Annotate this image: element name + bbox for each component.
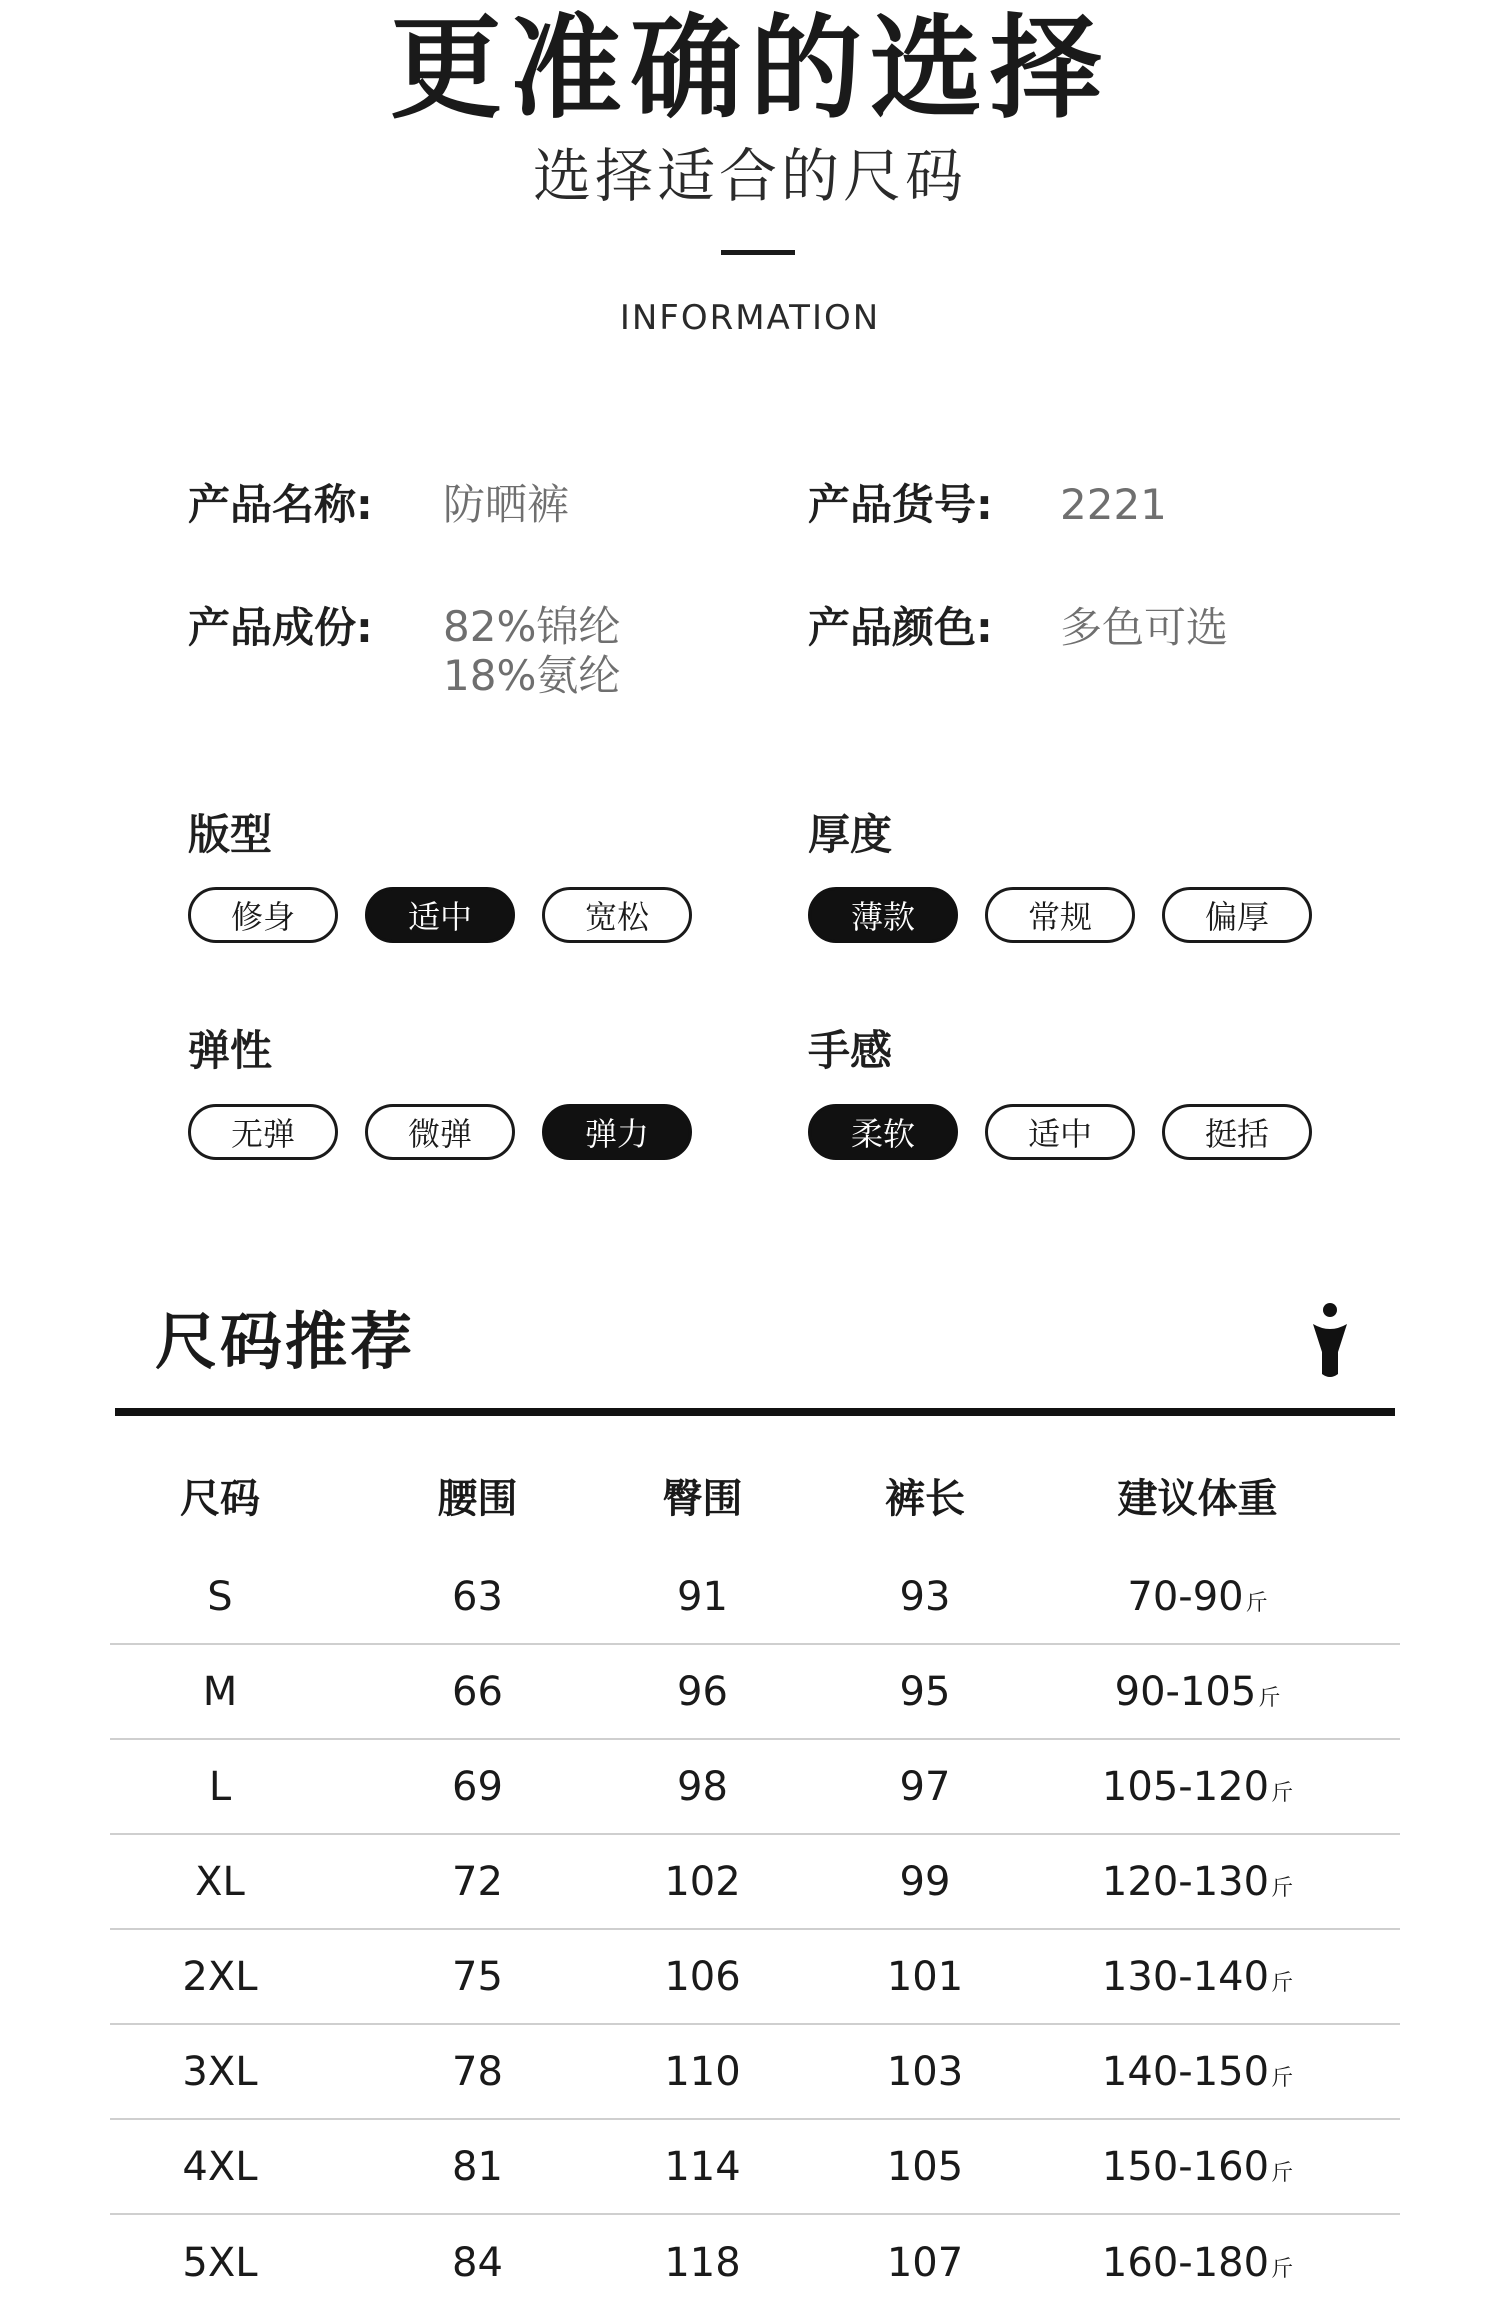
fit-group-title: 版型 <box>188 810 273 859</box>
fit-option: 修身 <box>188 887 338 943</box>
length-cell: 101 <box>886 1953 964 2000</box>
waist-cell: 81 <box>452 2143 503 2190</box>
table-row <box>110 2025 1400 2120</box>
weight-cell <box>1035 1574 1360 1620</box>
information-label: INFORMATION <box>619 298 881 338</box>
waist-cell: 63 <box>452 1573 503 1620</box>
waist-cell: 84 <box>452 2239 503 2286</box>
hip-cell: 106 <box>664 1953 741 2000</box>
weight-unit: 斤 <box>1271 1780 1294 1806</box>
hand-feel-options <box>808 1104 1312 1160</box>
table-header <box>110 1440 1400 1550</box>
column-header: 裤长 <box>885 1475 965 1522</box>
section-rule <box>115 1408 1395 1416</box>
weight-range: 120-130 <box>1101 1858 1270 1905</box>
column-header: 腰围 <box>437 1475 518 1522</box>
title-divider <box>721 250 795 255</box>
elasticity-option: 无弹 <box>188 1104 338 1160</box>
weight-cell <box>1035 1764 1360 1810</box>
elasticity-options <box>188 1104 692 1160</box>
table-row <box>110 1835 1400 1930</box>
weight-range: 130-140 <box>1101 1953 1270 2000</box>
product-code-value: 2221 <box>1060 480 1167 529</box>
product-composition-label: 产品成份: <box>188 603 373 652</box>
length-cell: 107 <box>886 2239 964 2286</box>
length-cell: 97 <box>899 1763 951 1810</box>
product-code-label: 产品货号: <box>808 480 993 529</box>
thickness-group-title: 厚度 <box>808 810 893 859</box>
elasticity-group-title: 弹性 <box>188 1026 273 1075</box>
elasticity-option: 弹力 <box>542 1104 692 1160</box>
weight-range: 90-105 <box>1114 1668 1257 1715</box>
column-header: 臀围 <box>662 1475 743 1522</box>
table-row <box>110 1930 1400 2025</box>
page-title: 更准确的选择 <box>390 4 1110 134</box>
column-header: 建议体重 <box>1117 1475 1278 1522</box>
table-row <box>110 1740 1400 1835</box>
weight-cell <box>1035 2049 1360 2095</box>
weight-unit: 斤 <box>1245 1590 1268 1616</box>
weight-unit: 斤 <box>1271 2256 1294 2282</box>
hand-feel-option: 柔软 <box>808 1104 958 1160</box>
length-cell: 93 <box>899 1573 951 1620</box>
weight-cell <box>1035 1859 1360 1905</box>
elasticity-option: 微弹 <box>365 1104 515 1160</box>
weight-unit: 斤 <box>1271 2160 1294 2186</box>
weight-range: 150-160 <box>1101 2143 1270 2190</box>
waist-cell: 75 <box>452 1953 503 2000</box>
length-cell: 105 <box>886 2143 964 2190</box>
length-cell: 95 <box>899 1668 951 1715</box>
table-row <box>110 2215 1400 2310</box>
table-row <box>110 1550 1400 1645</box>
size-cell: M <box>202 1668 238 1715</box>
product-color-label: 产品颜色: <box>808 603 993 652</box>
weight-cell <box>1035 1669 1360 1715</box>
table-row <box>110 1645 1400 1740</box>
composition-line: 82%锦纶 <box>443 602 621 651</box>
size-cell: S <box>207 1573 233 1620</box>
weight-unit: 斤 <box>1258 1685 1281 1711</box>
weight-cell <box>1035 2144 1360 2190</box>
size-cell: L <box>208 1763 232 1810</box>
hip-cell: 110 <box>664 2048 741 2095</box>
size-cell: XL <box>195 1858 245 1905</box>
weight-unit: 斤 <box>1271 1875 1294 1901</box>
fit-options <box>188 887 692 943</box>
size-table <box>110 1440 1400 2310</box>
size-cell: 4XL <box>182 2143 258 2190</box>
hip-cell: 91 <box>677 1573 728 1620</box>
waist-cell: 78 <box>452 2048 503 2095</box>
hand-feel-option: 适中 <box>985 1104 1135 1160</box>
weight-unit: 斤 <box>1271 2065 1294 2091</box>
hip-cell: 114 <box>664 2143 741 2190</box>
hip-cell: 118 <box>664 2239 741 2286</box>
size-cell: 5XL <box>182 2239 258 2286</box>
waist-cell: 69 <box>452 1763 503 1810</box>
hip-cell: 98 <box>677 1763 728 1810</box>
size-recommendation-heading: 尺码推荐 <box>155 1305 416 1378</box>
waist-cell: 72 <box>452 1858 503 1905</box>
thickness-option: 常规 <box>985 887 1135 943</box>
length-cell: 99 <box>899 1858 951 1905</box>
weight-range: 160-180 <box>1101 2239 1270 2286</box>
hip-cell: 96 <box>677 1668 728 1715</box>
product-name-value: 防晒裤 <box>443 480 570 529</box>
page-subtitle: 选择适合的尺码 <box>532 142 967 210</box>
weight-unit: 斤 <box>1271 1970 1294 1996</box>
product-name-label: 产品名称: <box>188 480 373 529</box>
fit-option: 适中 <box>365 887 515 943</box>
fit-option: 宽松 <box>542 887 692 943</box>
product-composition-value <box>443 603 620 700</box>
table-row <box>110 2120 1400 2215</box>
composition-line: 18%氨纶 <box>443 650 621 700</box>
weight-range: 70-90 <box>1127 1573 1244 1620</box>
size-cell: 2XL <box>182 1953 258 2000</box>
size-cell: 3XL <box>182 2048 258 2095</box>
column-header: 尺码 <box>180 1475 260 1522</box>
weight-cell <box>1035 1954 1360 2000</box>
hip-cell: 102 <box>664 1858 741 1905</box>
weight-cell <box>1035 2240 1360 2286</box>
thickness-option: 偏厚 <box>1162 887 1312 943</box>
thickness-option: 薄款 <box>808 887 958 943</box>
length-cell: 103 <box>886 2048 964 2095</box>
person-icon <box>1305 1300 1355 1380</box>
waist-cell: 66 <box>452 1668 503 1715</box>
hand-feel-option: 挺括 <box>1162 1104 1312 1160</box>
hand-feel-group-title: 手感 <box>808 1026 893 1075</box>
product-color-value: 多色可选 <box>1060 603 1229 652</box>
thickness-options <box>808 887 1312 943</box>
weight-range: 140-150 <box>1101 2048 1270 2095</box>
weight-range: 105-120 <box>1101 1763 1270 1810</box>
